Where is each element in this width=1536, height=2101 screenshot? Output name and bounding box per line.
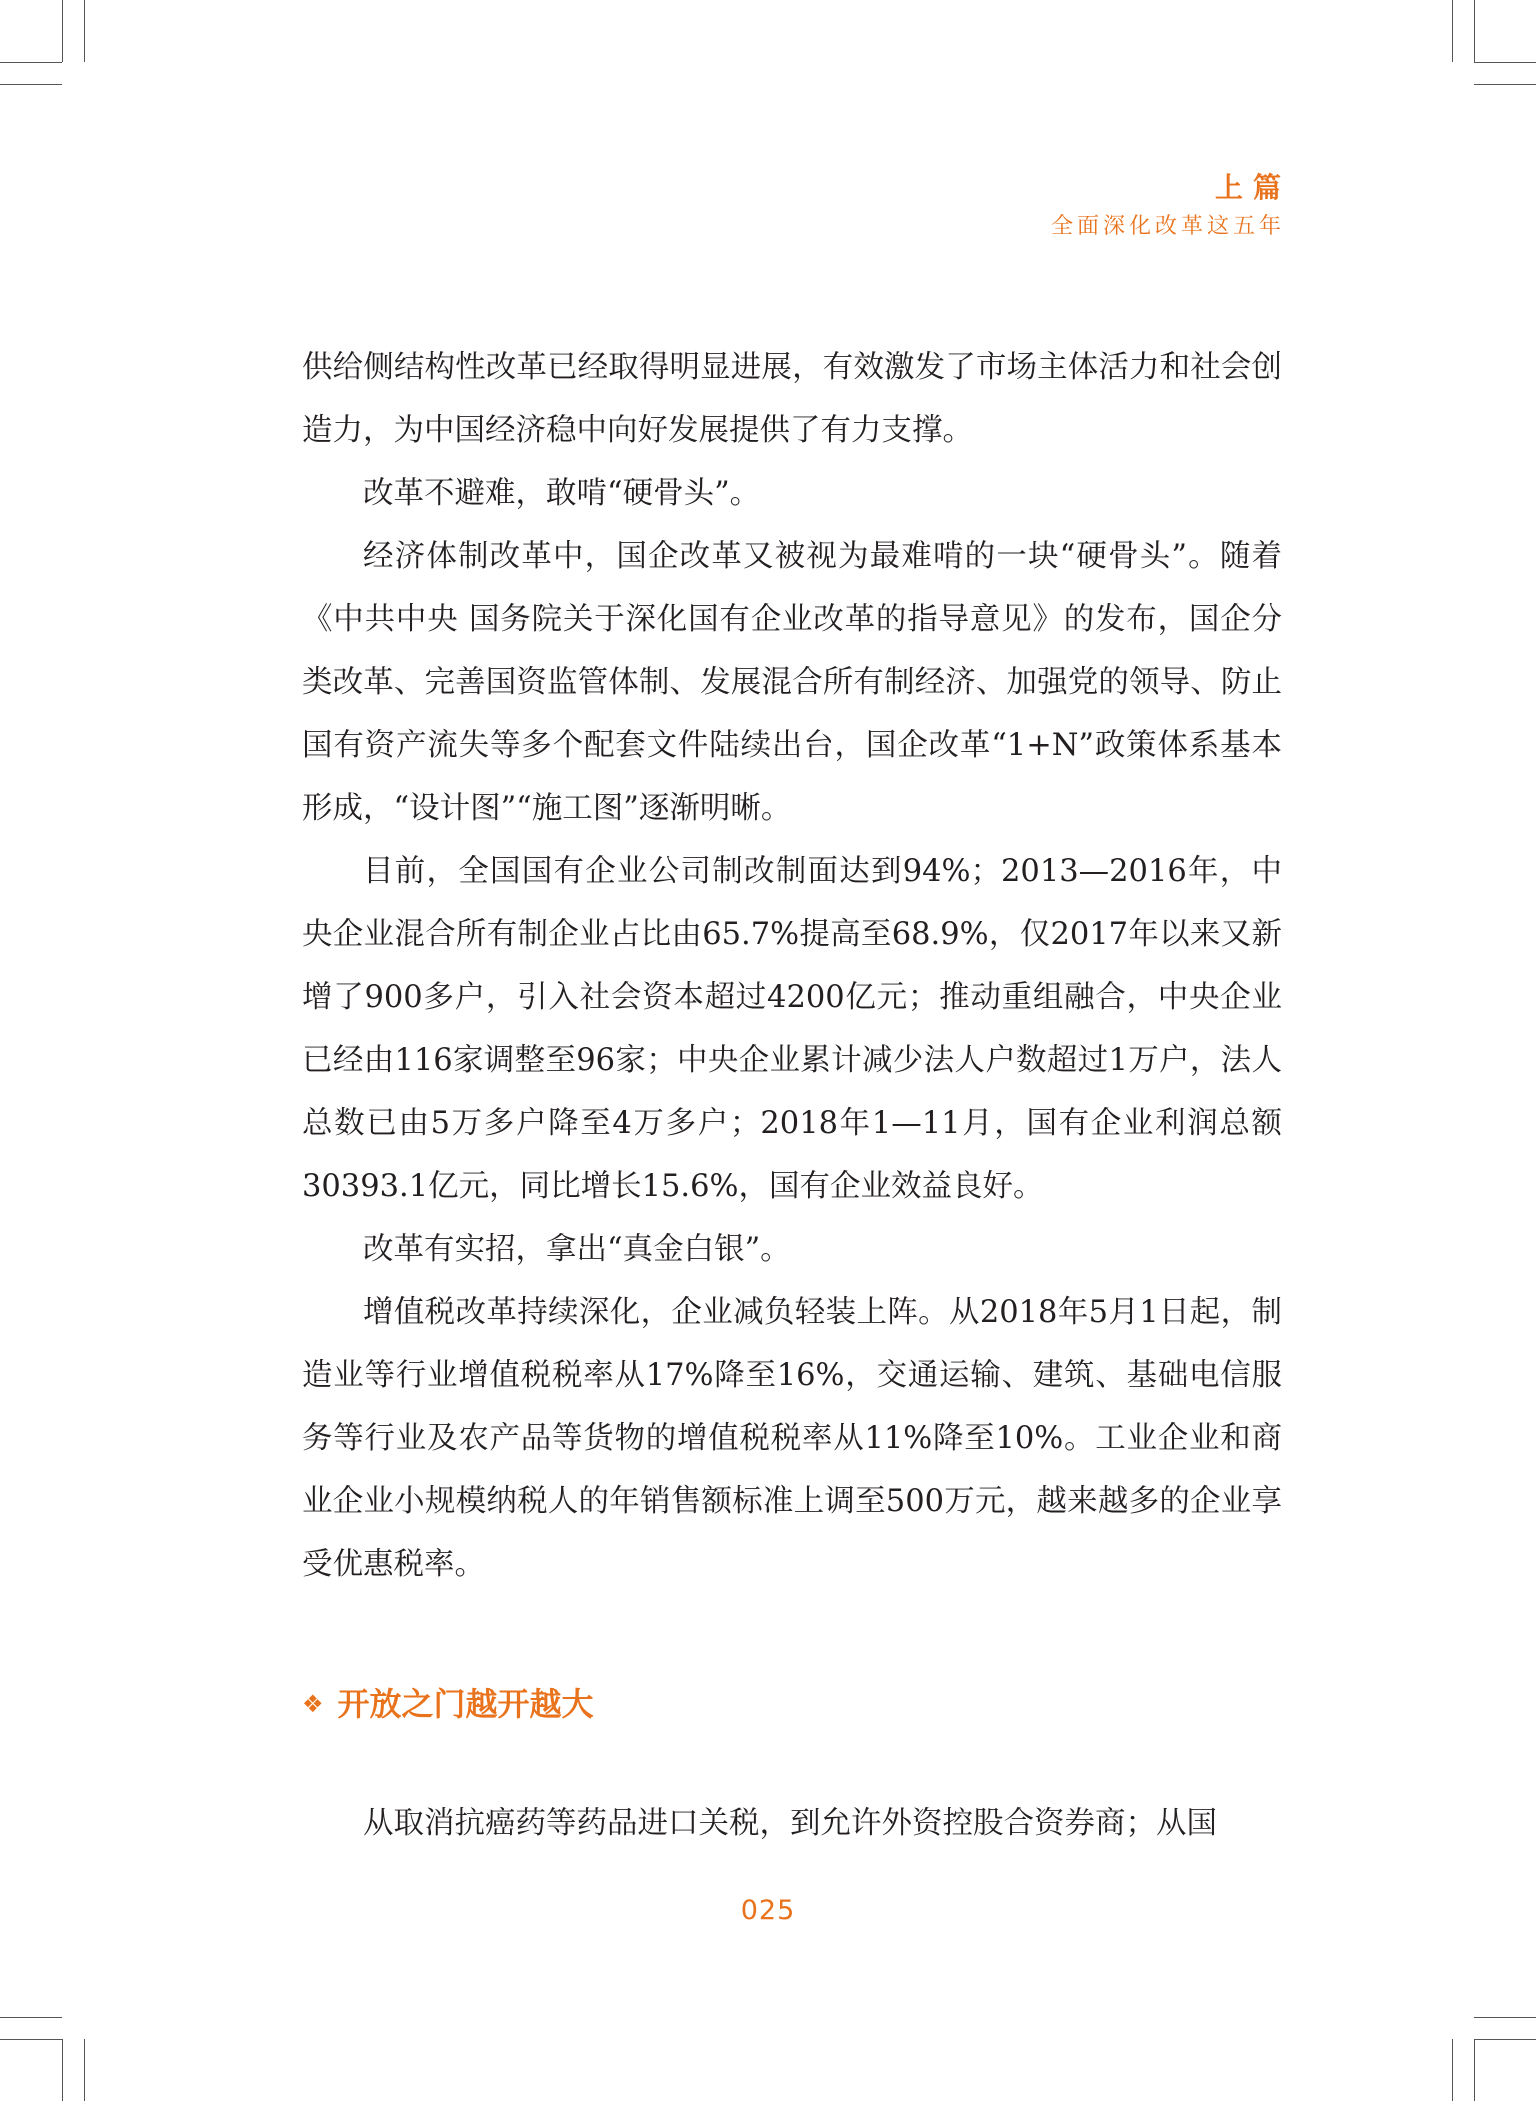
crop-mark xyxy=(62,2039,63,2101)
crop-mark xyxy=(1452,2039,1453,2101)
paragraph: 增值税改革持续深化，企业减负轻装上阵。从2018年5月1日起，制造业等行业增值税税率从17%降至16%，交通运输、建筑、基础电信服务等行业及农产品等货物的增值税税率从11%降至10%。工业企业和商业企业小规模纳税人的年销售额标准上调至500万元，越来越多的企业享受优惠税率。 xyxy=(302,1295,1282,1582)
body-text xyxy=(302,336,1282,1596)
crop-mark xyxy=(0,2039,62,2040)
paragraph: 改革有实招，拿出“真金白银”。 xyxy=(363,1232,791,1267)
crop-mark xyxy=(1474,84,1536,85)
crop-mark xyxy=(84,0,85,62)
crop-mark xyxy=(62,0,63,62)
crop-mark xyxy=(1452,0,1453,62)
crop-mark xyxy=(1474,2039,1536,2040)
paragraph: 改革不避难，敢啃“硬骨头”。 xyxy=(363,476,761,511)
section-body-text xyxy=(302,1792,1282,1855)
part-label: 上篇 xyxy=(1214,171,1291,204)
paragraph: 经济体制改革中，国企改革又被视为最难啃的一块“硬骨头”。随着《中共中央 国务院关于深化国有企业改革的指导意见》的发布，国企分类改革、完善国资监管体制、发展混合所有制经济、加强党的领导、防止国有资产流失等多个配套文件陆续出台，国企改革“1+N”政策体系基本形成，“设计图”“施工图”逐渐明晰。 xyxy=(302,539,1282,826)
crop-mark xyxy=(0,84,62,85)
crop-mark xyxy=(1474,0,1475,62)
part-subtitle: 全面深化改革这五年 xyxy=(1050,214,1285,239)
running-header xyxy=(1050,168,1291,244)
crop-mark xyxy=(1474,2039,1475,2101)
crop-mark xyxy=(0,2017,62,2018)
section-heading xyxy=(302,1680,594,1728)
section-heading-text: 开放之门越开越大 xyxy=(337,1685,594,1723)
page-number: 025 xyxy=(740,1895,796,1926)
diamond-bullet-icon: ❖ xyxy=(302,1690,324,1718)
crop-mark xyxy=(1474,62,1536,63)
crop-mark xyxy=(1474,2017,1536,2018)
paragraph: 供给侧结构性改革已经取得明显进展，有效激发了市场主体活力和社会创造力，为中国经济稳中向好发展提供了有力支撑。 xyxy=(302,350,1282,448)
paragraph: 目前，全国国有企业公司制改制面达到94%；2013—2016年，中央企业混合所有制企业占比由65.7%提高至68.9%，仅2017年以来又新增了900多户，引入社会资本超过4200亿元；推动重组融合，中央企业已经由116家调整至96家；中央企业累计减少法人户数超过1万户，法人总数已由5万多户降至4万多户；2018年1—11月，国有企业利润总额30393.1亿元，同比增长15.6%，国有企业效益良好。 xyxy=(302,854,1282,1204)
crop-mark xyxy=(84,2039,85,2101)
paragraph: 从取消抗癌药等药品进口关税，到允许外资控股合资券商；从国 xyxy=(363,1806,1217,1841)
crop-mark xyxy=(0,62,62,63)
